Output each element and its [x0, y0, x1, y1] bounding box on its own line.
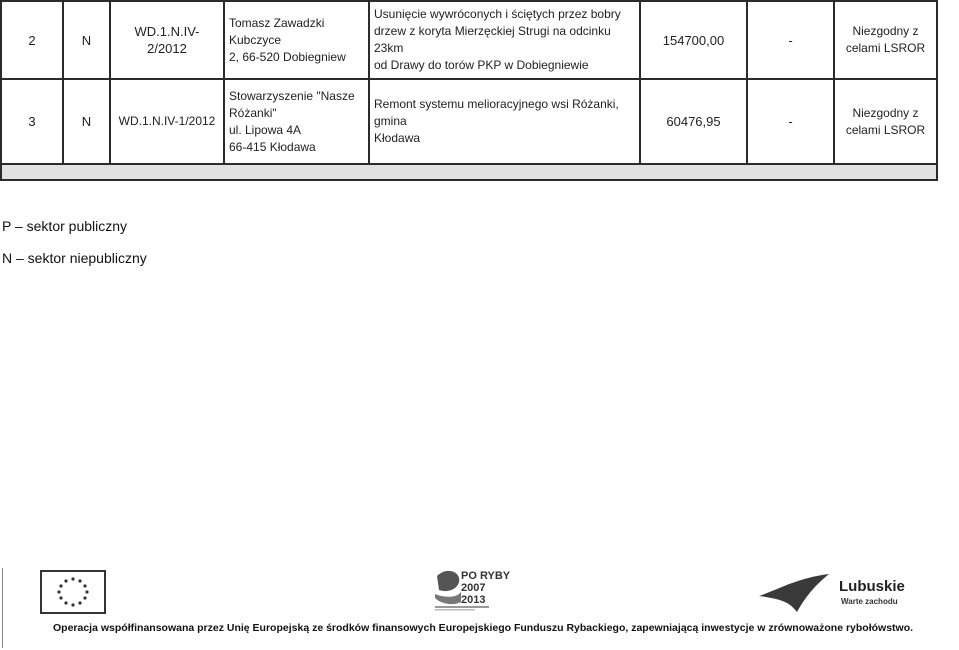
ryby-line2: 2007: [461, 582, 486, 594]
legend-nonpublic: N – sektor niepubliczny: [2, 250, 147, 266]
table-footer-row: [1, 164, 937, 180]
sector-cell: N: [63, 1, 110, 79]
row-number: 2: [1, 1, 63, 79]
lubuskie-bird-logo-icon: [757, 570, 837, 616]
application-number: WD.1.N.IV-2/2012: [110, 1, 224, 79]
operation-title: Usunięcie wywróconych i ściętych przez bobry drzew z koryta Mierzęckiej Strugi na odcinku 23km od Drawy do torów PKP w Dobiegniewie: [369, 1, 640, 79]
table-row: [1, 79, 937, 163]
status-cell: Niezgodny z celami LSROR: [834, 79, 937, 163]
amount-cell: 60476,95: [640, 79, 747, 163]
legend-public: P – sektor publiczny: [2, 218, 128, 234]
applicant-cell: Tomasz Zawadzki Kubczyce 2, 66-520 Dobiegniew: [224, 1, 369, 79]
lubuskie-name: Lubuskie: [839, 578, 905, 595]
table-row: [1, 1, 937, 79]
dash-cell: -: [747, 1, 834, 79]
lubuskie-slogan: Warte zachodu: [841, 597, 898, 606]
applicant-cell: Stowarzyszenie "Nasze Różanki" ul. Lipowa 4A 66-415 Kłodawa: [224, 79, 369, 163]
cofinancing-caption: Operacja współfinansowana przez Unię Europejską ze środków finansowych Europejskiego Funduszu Rybackiego, zapewniającą inwestycje w zrównoważone rybołówstwo.: [53, 622, 914, 634]
sector-cell: N: [63, 79, 110, 163]
ryby-line3: 2013: [461, 594, 486, 606]
application-number: WD.1.N.IV-1/2012: [110, 79, 224, 163]
amount-cell: 154700,00: [640, 1, 747, 79]
operation-title: Remont systemu melioracyjnego wsi Różanki, gmina Kłodawa: [369, 79, 640, 163]
status-cell: Niezgodny z celami LSROR: [834, 1, 937, 79]
eu-flag-icon: [40, 570, 106, 614]
fish-program-text: [461, 570, 510, 606]
applications-table: [0, 0, 938, 181]
dash-cell: -: [747, 79, 834, 163]
cofinancing-banner: [2, 568, 959, 648]
row-number: 3: [1, 79, 63, 163]
table-footer-band: [1, 164, 937, 180]
ryby-line1: PO RYBY: [461, 570, 511, 582]
